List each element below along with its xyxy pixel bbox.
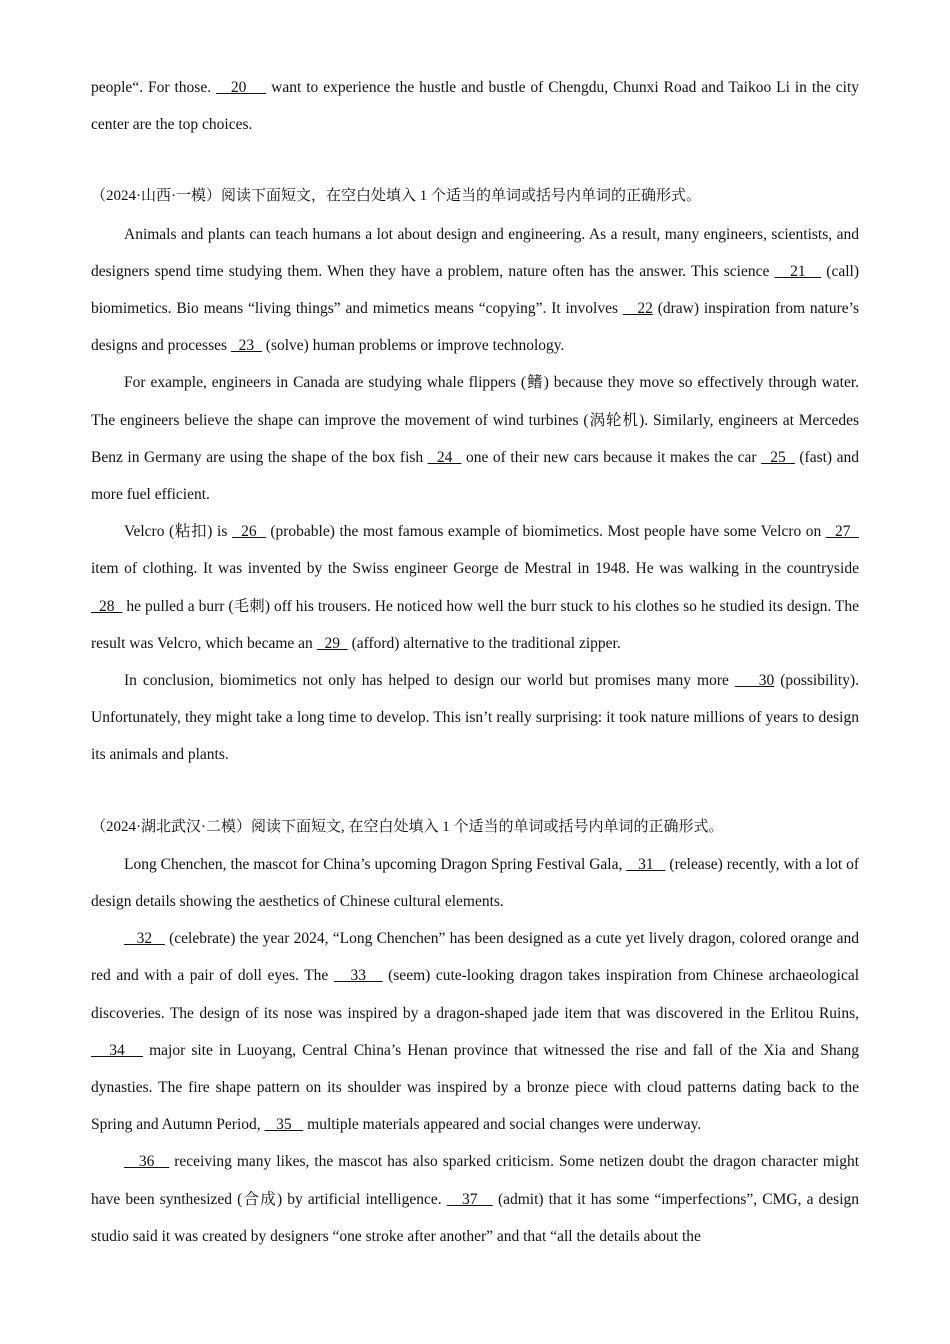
blank-21: 21 bbox=[774, 262, 822, 280]
blank-24: 24 bbox=[427, 448, 462, 466]
blank-34: 34 bbox=[91, 1041, 143, 1059]
section-1-paragraph-4: In conclusion, biomimetics not only has helped to design our world but promises many more 30 (possibility). Unfortunately, they might take a long time to develop. This isn’t really surprising: it took nature millions of years to design its animals and plants. bbox=[91, 672, 859, 764]
blank-32: 32 bbox=[124, 930, 165, 948]
blank-37: 37 bbox=[446, 1190, 493, 1208]
blank-20: 20 bbox=[216, 79, 267, 96]
blank-28: 28 bbox=[91, 597, 123, 615]
blank-26: 26 bbox=[231, 523, 266, 541]
blank-30: 30 bbox=[734, 672, 775, 690]
intro-paragraph: people“. For those. 20 want to experience the hustle and bustle of Chengdu, Chunxi Road and Taikoo Li in the city center are the top choices. bbox=[91, 79, 860, 134]
blank-36: 36 bbox=[124, 1153, 170, 1171]
blank-31: 31 bbox=[626, 855, 666, 873]
blank-29: 29 bbox=[316, 634, 348, 652]
section-1-heading: （2024·山西·一模）阅读下面短文，在空白处填入 1 个适当的单词或括号内单词的正确形式。 bbox=[91, 188, 701, 205]
section-1-paragraph-2: For example, engineers in Canada are studying whale flippers (鳍) because they move so effectively through water. The engineers believe the shape can improve the movement of wind turbines (涡轮机). Similarly, engineers at Mercedes Benz in Germany are using the shape of the box fish 24 one of their new cars because it makes the car 25 (fast) and more fuel efficient. bbox=[91, 374, 860, 504]
section-2-heading: （2024·湖北武汉·二模）阅读下面短文, 在空白处填入 1 个适当的单词或括号内单词的正确形式。 bbox=[91, 818, 724, 835]
blank-33: 33 bbox=[333, 967, 383, 985]
section-1-paragraph-3: Velcro (粘扣) is 26 (probable) the most famous example of biomimetics. Most people have some Velcro on 27 item of clothing. It was invented by the Swiss engineer George de Mestral in 1948. He was walking in the countryside 28 he pulled a burr (毛刺) off his trousers. He noticed how well the burr stuck to his clothes so he studied its design. The result was Velcro, which became an 29 (afford) alternative to the traditional zipper. bbox=[91, 523, 860, 652]
section-2-paragraph-2: 32 (celebrate) the year 2024, “Long Chenchen” has been designed as a cute yet lively dragon, colored orange and red and with a pair of doll eyes. The 33 (seem) cute-looking dragon takes inspiration from Chinese archaeological discoveries. The design of its nose was inspired by a dragon-shaped jade item that was discovered in the Erlitou Ruins, 34 major site in Luoyang, Central China’s Henan province that witnessed the rise and fall of the Xia and Shang dynasties. The fire shape pattern on its shoulder was inspired by a bronze piece with cloud patterns dating back to the Spring and Autumn Period, 35 multiple materials appeared and social changes were underway. bbox=[91, 930, 860, 1134]
blank-22: 22 bbox=[622, 300, 653, 318]
section-2-paragraph-3: 36 receiving many likes, the mascot has also sparked criticism. Some netizen doubt the dragon character might have been synthesized (合成) by artificial intelligence. 37 (admit) that it has some “imperfections”, CMG, a design studio said it was created by designers “one stroke after another” and that “all the details about the bbox=[91, 1153, 860, 1245]
blank-35: 35 bbox=[264, 1116, 304, 1134]
section-1-paragraph-1: Animals and plants can teach humans a lot about design and engineering. As a result, many engineers, scientists, and designers spend time studying them. When they have a problem, nature often has the answer. This science 21 (call) biomimetics. Bio means “living things” and mimetics means “copying”. It involves 22 (draw) inspiration from nature’s designs and processes 23 (solve) human problems or improve technology. bbox=[91, 225, 859, 355]
document-page bbox=[91, 69, 859, 1255]
section-2-paragraph-1: Long Chenchen, the mascot for China’s upcoming Dragon Spring Festival Gala, 31 (release) recently, with a lot of design details showing the aesthetics of Chinese cultural elements. bbox=[91, 855, 859, 911]
blank-23: 23 bbox=[230, 337, 262, 355]
blank-25: 25 bbox=[761, 448, 795, 466]
blank-27: 27 bbox=[825, 523, 859, 541]
